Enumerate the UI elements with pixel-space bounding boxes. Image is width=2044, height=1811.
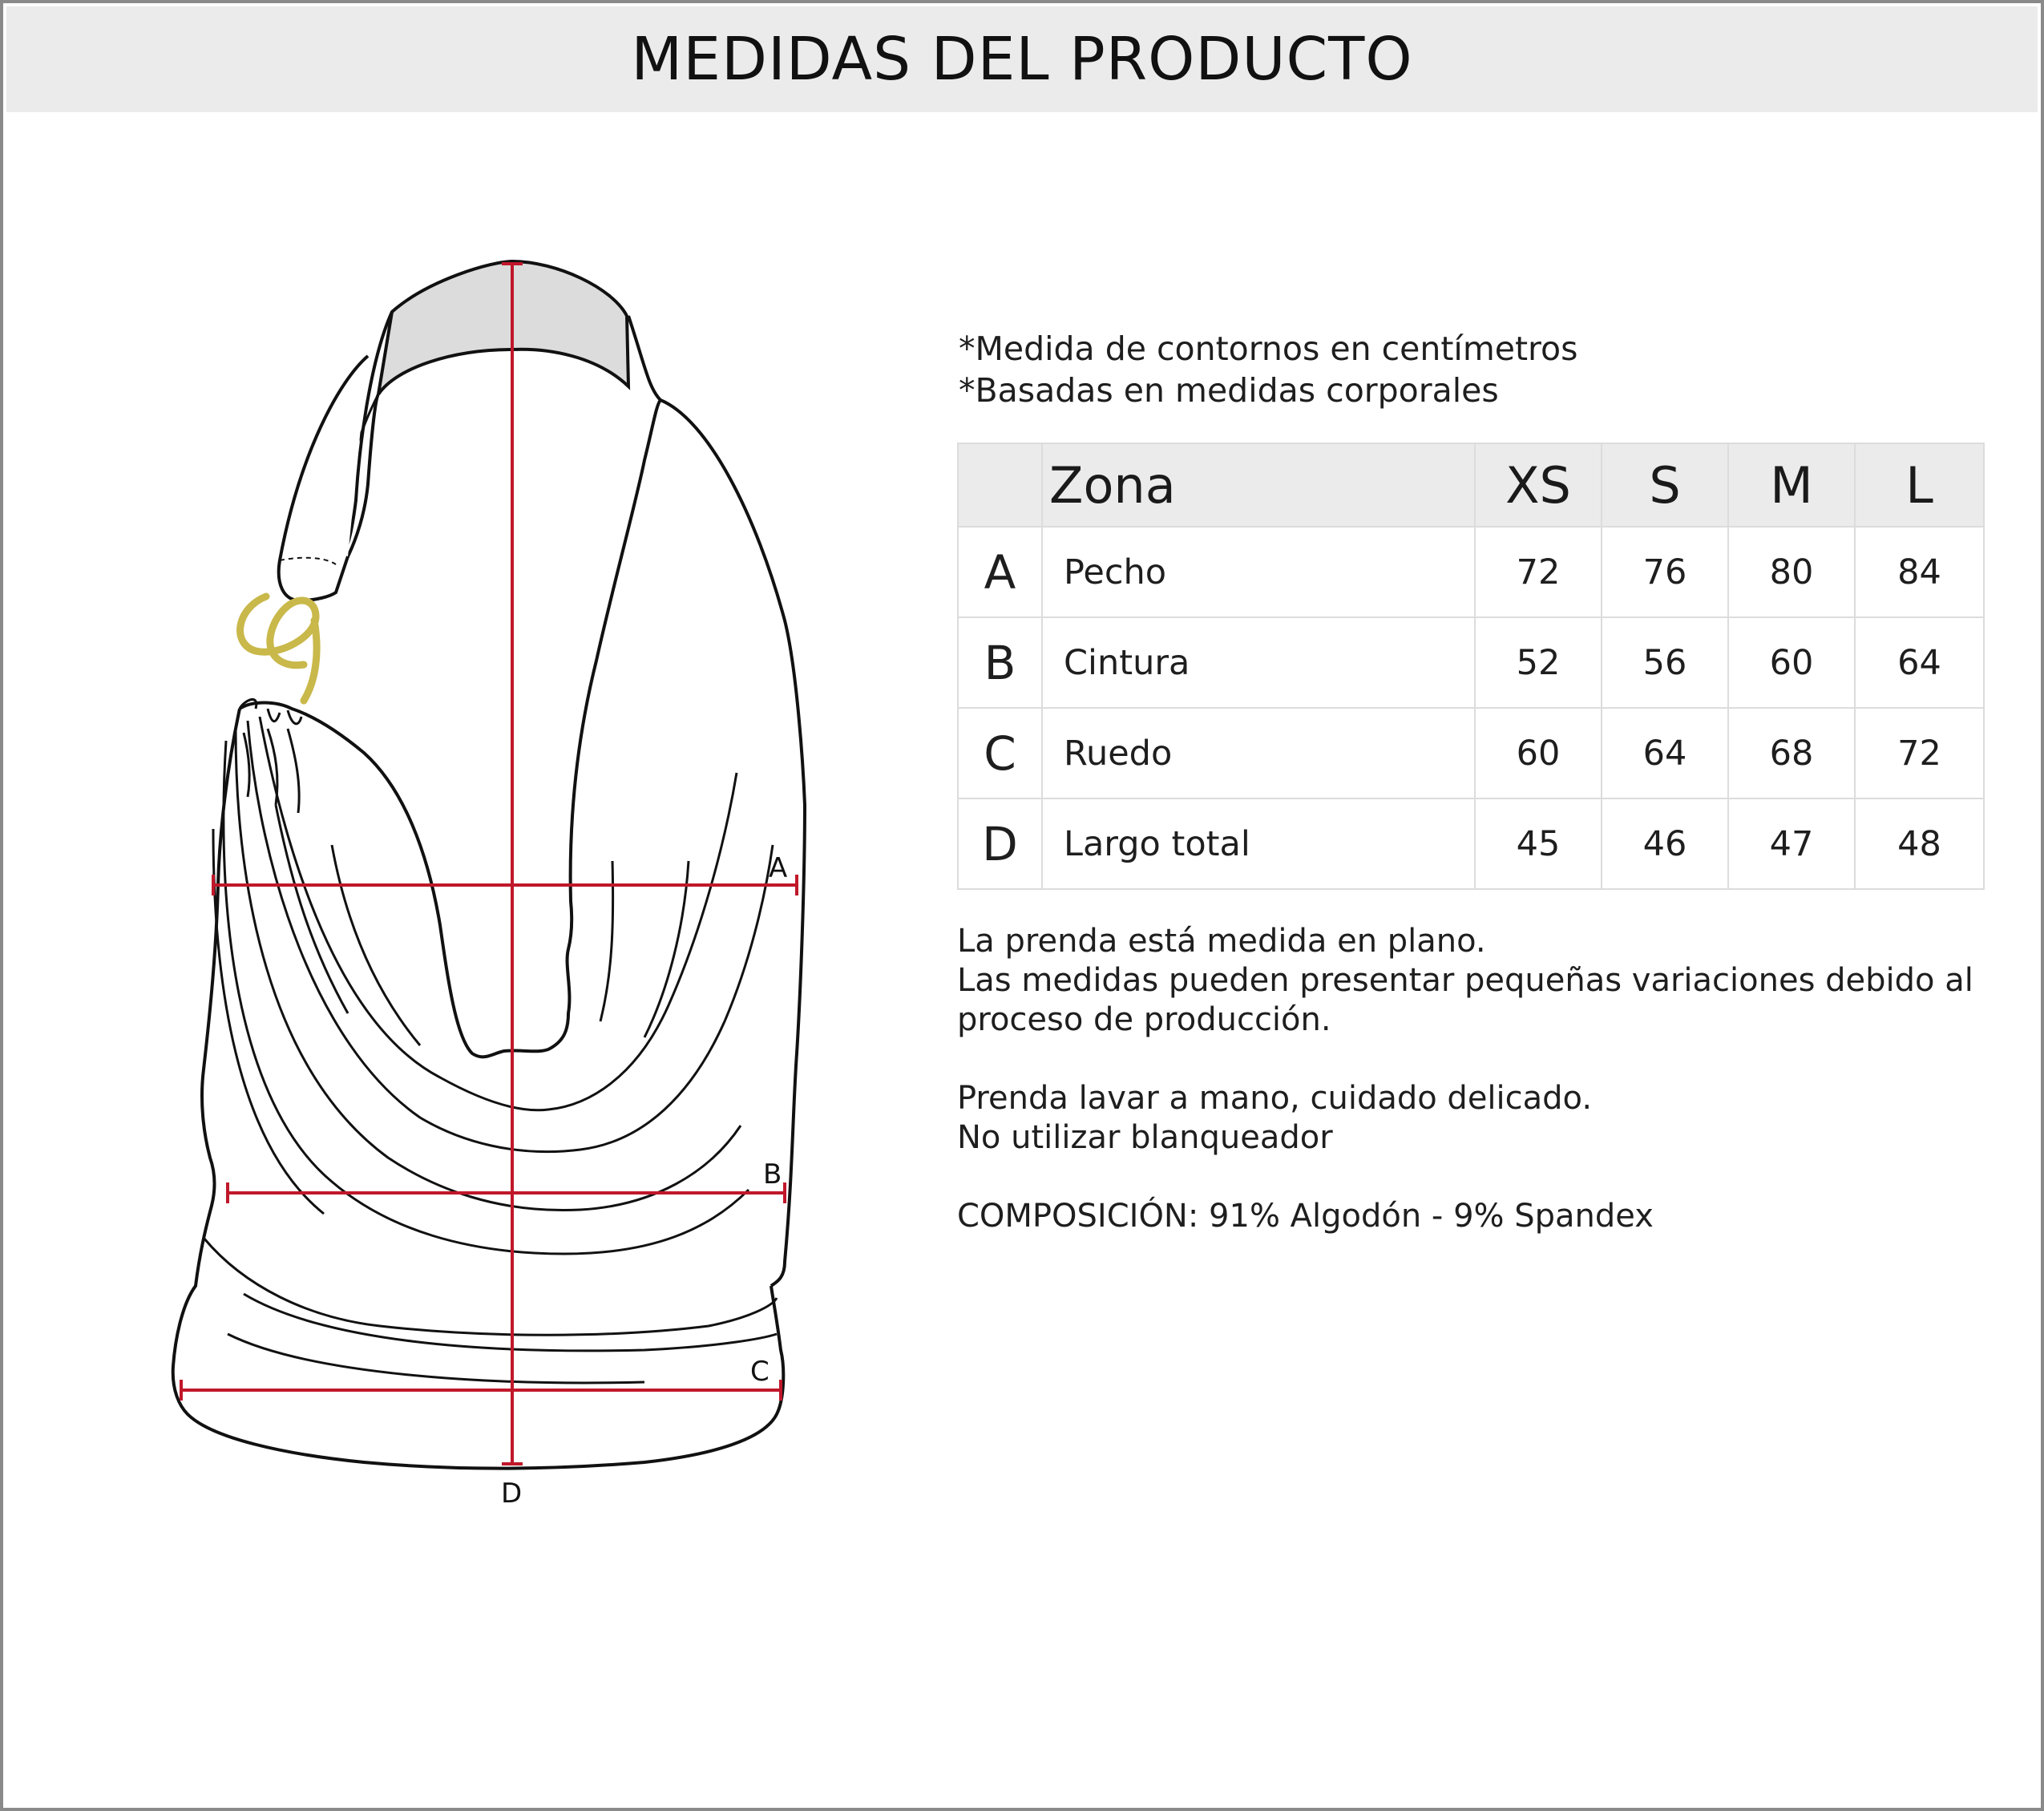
garment-diagram [147,244,853,1542]
label-b: B [763,1158,782,1190]
header-size-xs: XS [1475,443,1602,527]
cell-xs: 52 [1475,617,1602,708]
cell-m: 47 [1728,798,1855,889]
measurement-disclaimer [957,922,1999,1040]
header-size-m: M [1728,443,1855,527]
cell-m: 80 [1728,527,1855,617]
cell-xs: 60 [1475,708,1602,798]
row-letter: D [958,798,1042,889]
cell-m: 68 [1728,708,1855,798]
care-line: No utilizar blanqueador [957,1119,1333,1156]
label-c: C [750,1356,770,1388]
measurement-notes [959,328,1577,411]
care-instructions [957,1079,1999,1158]
page-title: MEDIDAS DEL PRODUCTO [631,25,1413,94]
table-row [958,527,1984,617]
row-zone: Ruedo [1042,708,1475,798]
care-line: Prenda lavar a mano, cuidado delicado. [957,1080,1593,1117]
cell-s: 46 [1602,798,1728,889]
title-bar [6,6,2038,112]
composition-text: COMPOSICIÓN: 91% Algodón - 9% Spandex [957,1198,1654,1235]
size-table [957,443,1985,890]
cell-xs: 45 [1475,798,1602,889]
label-d: D [501,1478,523,1510]
row-letter: C [958,708,1042,798]
table-row [958,617,1984,708]
cell-l: 72 [1855,708,1984,798]
cell-s: 64 [1602,708,1728,798]
size-table-header [958,443,1984,527]
row-letter: B [958,617,1042,708]
composition [957,1197,1999,1236]
note-line: *Basadas en medidas corporales [959,371,1499,410]
neckband [378,261,628,394]
cell-xs: 72 [1475,527,1602,617]
header-letter-cell [958,443,1042,527]
measure-lines [181,264,797,1464]
cell-s: 56 [1602,617,1728,708]
product-info [957,922,1999,1236]
row-letter: A [958,527,1042,617]
header-zona: Zona [1042,443,1475,527]
cell-s: 76 [1602,527,1728,617]
row-zone: Pecho [1042,527,1475,617]
note-line: *Medida de contornos en centímetros [959,329,1578,368]
cell-l: 64 [1855,617,1984,708]
cell-l: 48 [1855,798,1984,889]
info-line: La prenda está medida en plano. [957,923,1486,960]
ring-icon [240,596,317,701]
cell-l: 84 [1855,527,1984,617]
info-line: Las medidas pueden presentar pequeñas variaciones debido al [957,962,1973,999]
info-line: proceso de producción. [957,1001,1331,1038]
header-size-s: S [1602,443,1728,527]
cell-m: 60 [1728,617,1855,708]
label-a: A [769,852,788,884]
table-row [958,798,1984,889]
header-size-l: L [1855,443,1984,527]
row-zone: Largo total [1042,798,1475,889]
table-row [958,708,1984,798]
row-zone: Cintura [1042,617,1475,708]
garment-back [628,316,805,1286]
